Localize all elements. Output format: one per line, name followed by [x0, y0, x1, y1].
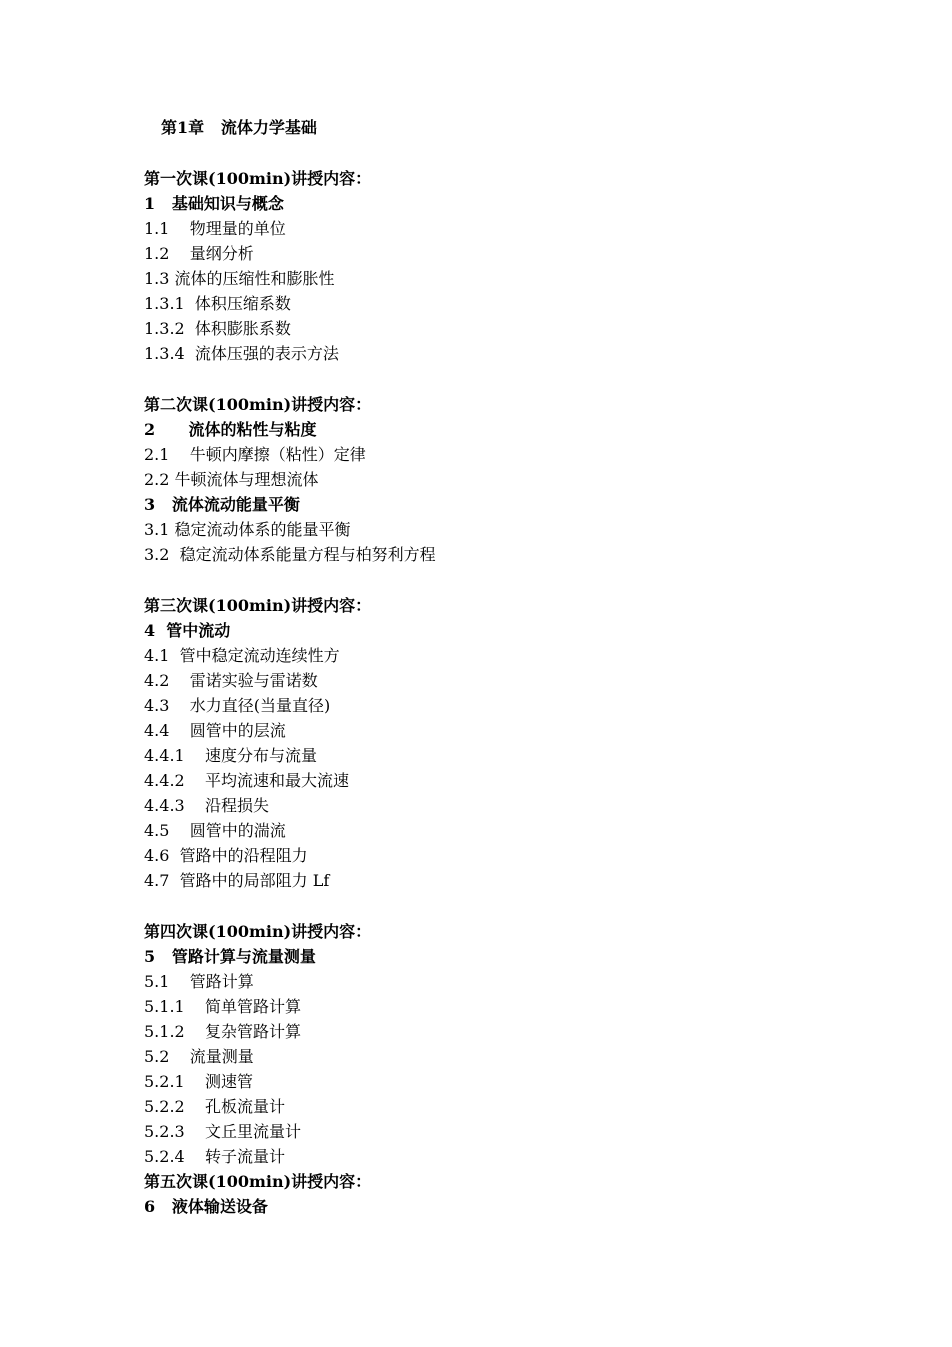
- section-heading: 6 液体输送设备: [144, 1197, 268, 1216]
- outline-item: 2.1 牛顿内摩擦（粘性）定律: [144, 445, 366, 464]
- outline-item: 5.1 管路计算: [144, 972, 254, 991]
- outline-item: 4.2 雷诺实验与雷诺数: [144, 671, 318, 690]
- outline-item: 1.1 物理量的单位: [144, 219, 286, 238]
- section-heading: 4 管中流动: [144, 621, 231, 640]
- outline-item: 5.2.4 转子流量计: [144, 1147, 286, 1166]
- lesson-block-4: [144, 919, 864, 1169]
- outline-item: 4.3 水力直径(当量直径): [144, 696, 331, 715]
- outline-item: 4.4.2 平均流速和最大流速: [144, 771, 350, 790]
- lesson-block-3: [144, 593, 864, 893]
- lesson-block-5: [144, 1169, 864, 1219]
- outline-item: 4.7 管路中的局部阻力 Lf: [144, 871, 330, 890]
- outline-item: 1.3 流体的压缩性和膨胀性: [144, 269, 335, 288]
- outline-item: 4.6 管路中的沿程阻力: [144, 846, 308, 865]
- lesson-list: [144, 166, 864, 1219]
- outline-item: 4.4.3 沿程损失: [144, 796, 270, 815]
- chapter-title: 第1章 流体力学基础: [161, 118, 317, 137]
- outline-item: 5.1.2 复杂管路计算: [144, 1022, 302, 1041]
- outline-item: 5.1.1 简单管路计算: [144, 997, 302, 1016]
- outline-item: 5.2.1 测速管: [144, 1072, 254, 1091]
- lesson-heading: 第四次课(100min)讲授内容：: [144, 922, 372, 941]
- section-heading: 2 流体的粘性与粘度: [144, 420, 317, 439]
- section-heading: 5 管路计算与流量测量: [144, 947, 316, 966]
- section-heading: 3 流体流动能量平衡: [144, 495, 300, 514]
- outline-item: 1.2 量纲分析: [144, 244, 254, 263]
- outline-item: 1.3.1 体积压缩系数: [144, 294, 291, 313]
- outline-item: 1.3.4 流体压强的表示方法: [144, 344, 339, 363]
- lesson-heading: 第五次课(100min)讲授内容：: [144, 1172, 372, 1191]
- lesson-heading: 第三次课(100min)讲授内容：: [144, 596, 372, 615]
- lesson-block-2: [144, 392, 864, 567]
- outline-item: 3.1 稳定流动体系的能量平衡: [144, 520, 351, 539]
- outline-item: 4.1 管中稳定流动连续性方: [144, 646, 340, 665]
- outline-item: 5.2 流量测量: [144, 1047, 254, 1066]
- outline-item: 1.3.2 体积膨胀系数: [144, 319, 291, 338]
- lesson-heading: 第一次课(100min)讲授内容：: [144, 169, 372, 188]
- outline-item: 4.4.1 速度分布与流量: [144, 746, 318, 765]
- outline-item: 3.2 稳定流动体系能量方程与柏努利方程: [144, 545, 436, 564]
- outline-item: 5.2.2 孔板流量计: [144, 1097, 286, 1116]
- lesson-heading: 第二次课(100min)讲授内容：: [144, 395, 372, 414]
- outline-item: 2.2 牛顿流体与理想流体: [144, 470, 319, 489]
- section-heading: 1 基础知识与概念: [144, 194, 284, 213]
- lesson-block-1: [144, 166, 864, 366]
- outline-item: 4.5 圆管中的湍流: [144, 821, 286, 840]
- outline-item: 5.2.3 文丘里流量计: [144, 1122, 302, 1141]
- outline-item: 4.4 圆管中的层流: [144, 721, 286, 740]
- document-page: [144, 116, 864, 1245]
